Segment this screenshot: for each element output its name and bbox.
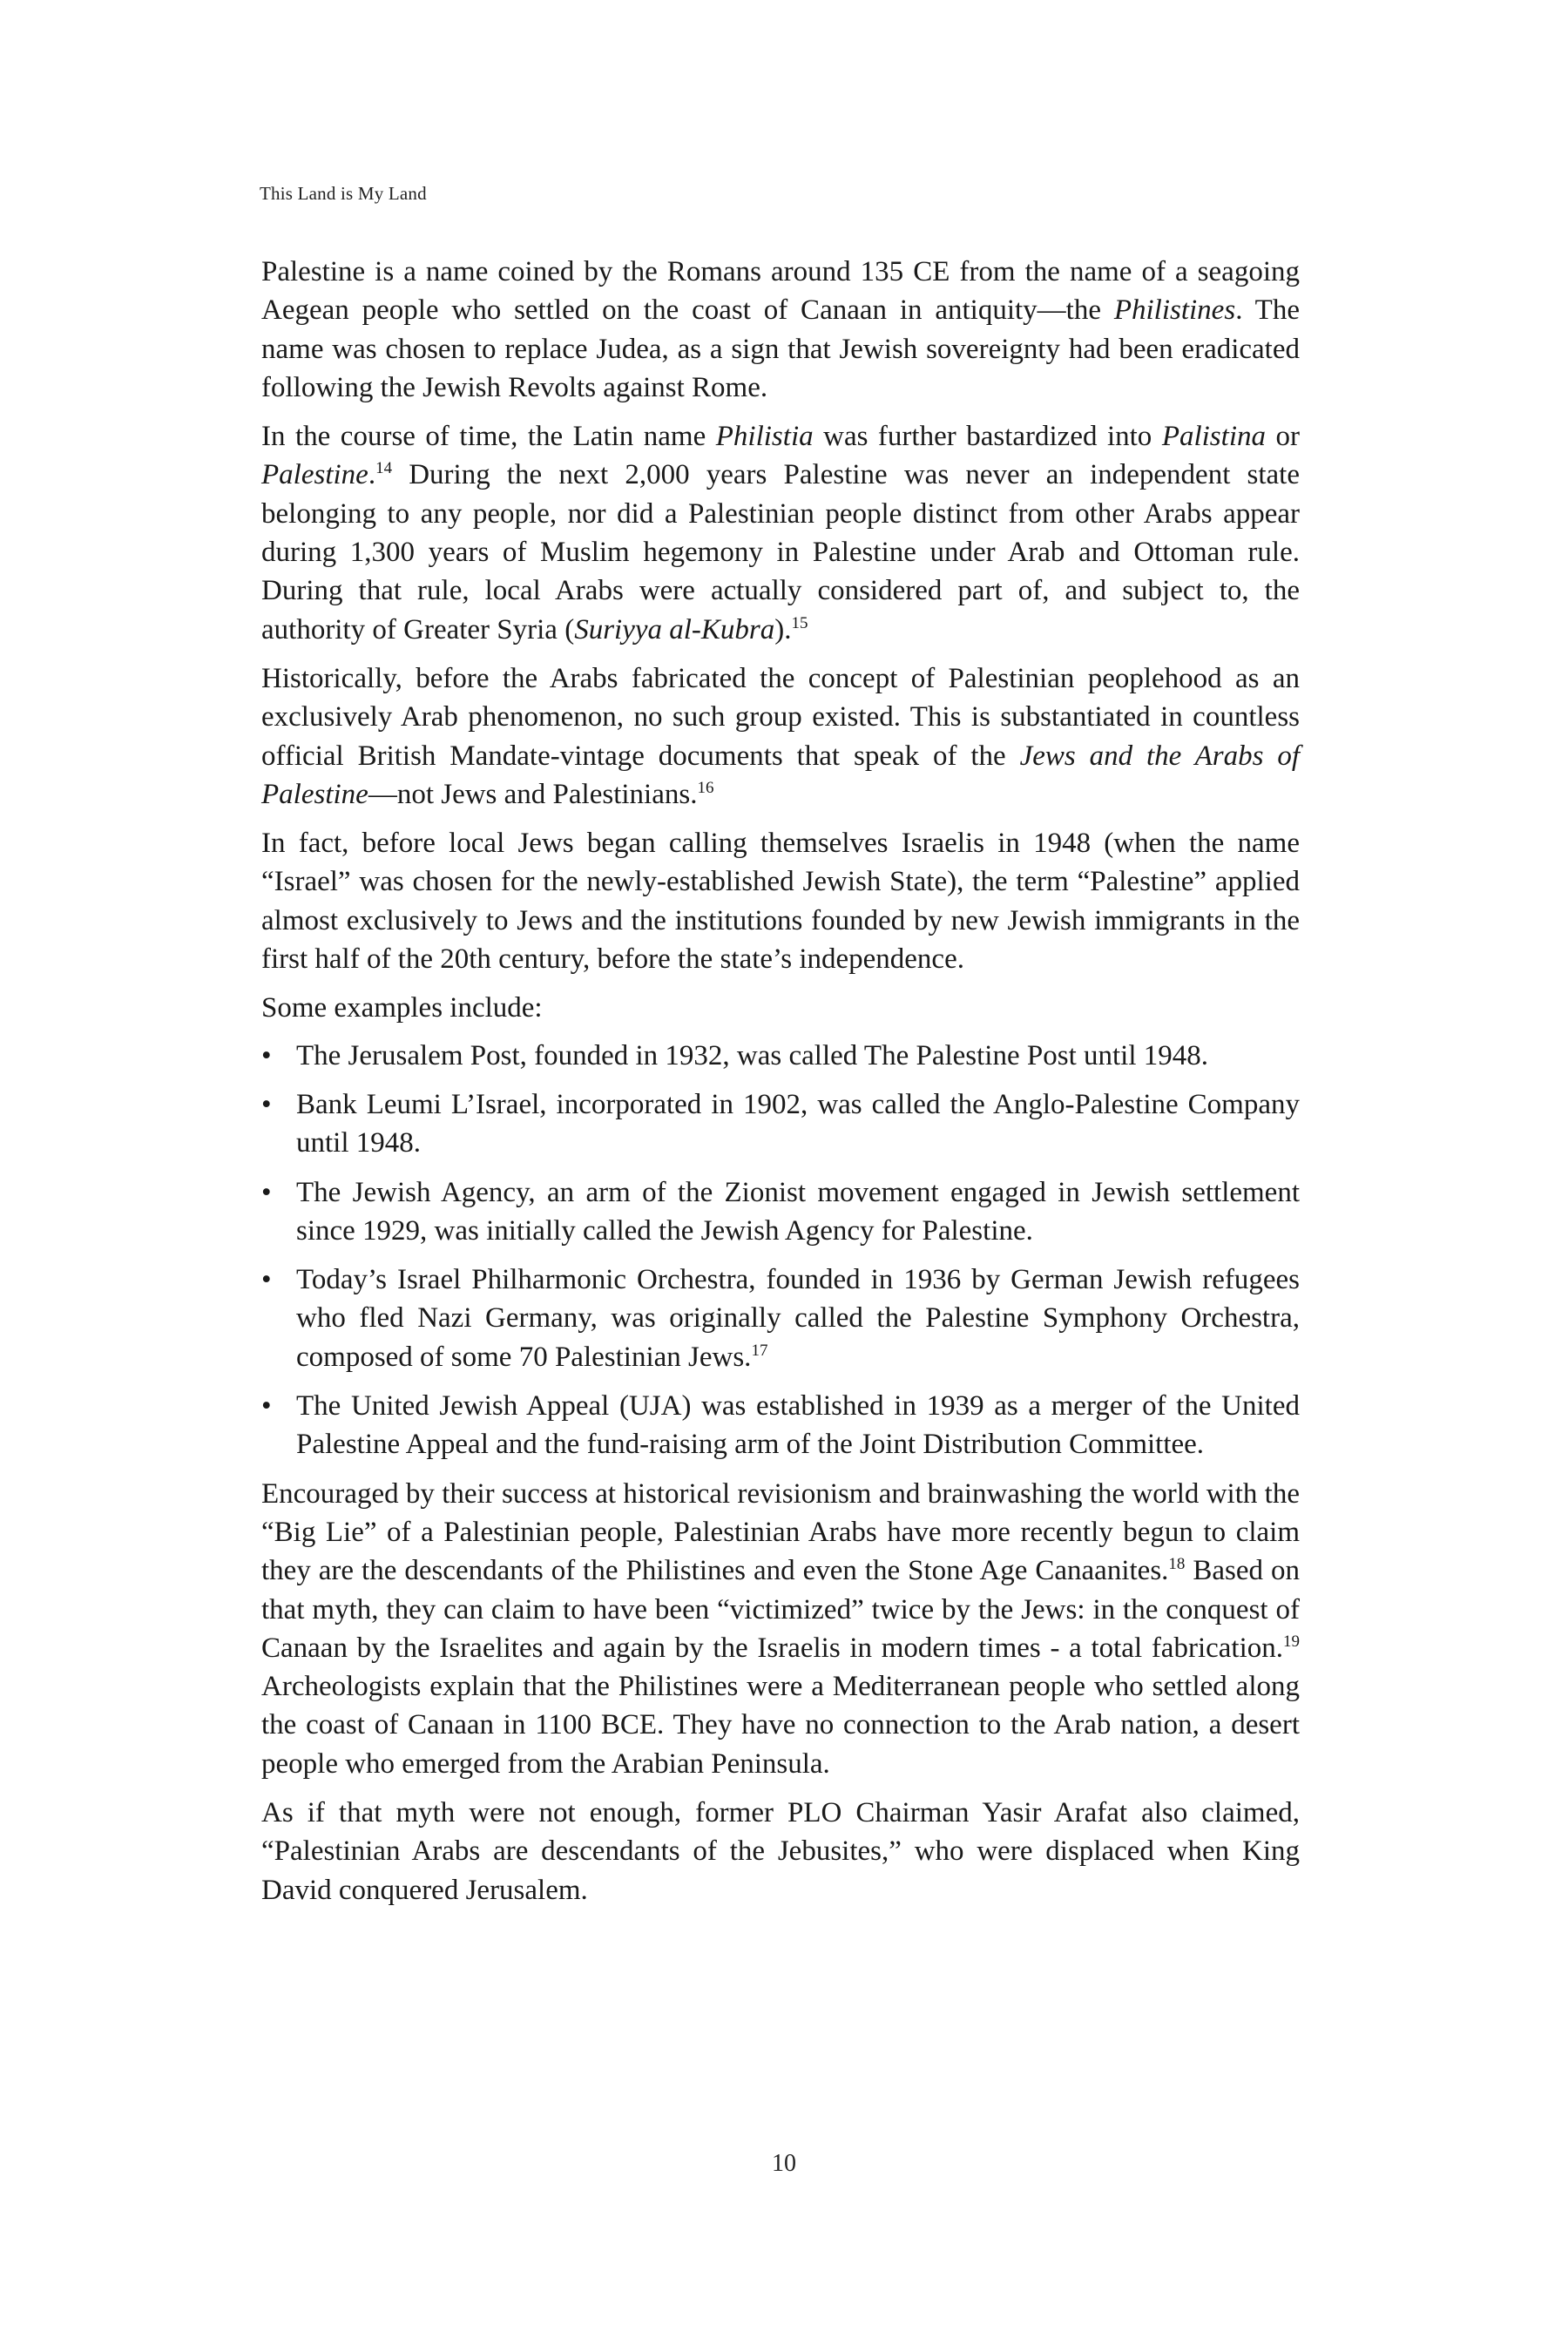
running-head: This Land is My Land — [260, 183, 427, 204]
text-run: Encouraged by their success at historical revisionism and brainwashing the world with the “Big Lie” of a Palestinian people, Palestinian Arabs have more recently begun to claim they are the descendants of the Philistines and even the Stone Age Canaanites. — [261, 1477, 1300, 1587]
text-run: In the course of time, the Latin name — [261, 421, 716, 453]
text-run: or — [1266, 421, 1300, 453]
list-item — [261, 1173, 1300, 1251]
italic-term: Palistina — [1161, 421, 1266, 453]
footnote-marker: 15 — [791, 613, 808, 632]
list-item-text: Today’s Israel Philharmonic Orchestra, founded in 1936 by German Jewish refugees who fled Nazi Germany, was originally called the Palestine Symphony Orchestra, composed of some 70 Palestinian Jews. — [296, 1264, 1300, 1373]
paragraph-3 — [261, 659, 1300, 814]
paragraph-7: As if that myth were not enough, former PLO Chairman Yasir Arafat also claimed, “Palestinian Arabs are descendants of the Jebusites,” who were displaced when King David conquered Jerusalem. — [261, 1796, 1300, 1906]
paragraph-2 — [261, 417, 1300, 649]
list-item-text: The Jewish Agency, an arm of the Zionist movement engaged in Jewish settlement since 1929, was initially called the Jewish Agency for Palestine. — [296, 1176, 1300, 1247]
list-item-text: Bank Leumi L’Israel, incorporated in 1902, was called the Anglo-Palestine Company until 1948. — [296, 1088, 1300, 1159]
bullet-icon: • — [261, 1176, 272, 1208]
list-intro: Some examples include: — [261, 992, 543, 1024]
text-run: Historically, before the Arabs fabricated the concept of Palestinian peoplehood as an exclusively Arab phenomenon, no such group existed. This is substantiated in countless official British Mandate-vintage documents that speak of the — [261, 662, 1300, 772]
page-number: 10 — [772, 2150, 796, 2177]
footnote-marker: 17 — [751, 1341, 768, 1360]
paragraph-1 — [261, 253, 1300, 407]
footnote-marker: 18 — [1168, 1555, 1186, 1574]
italic-term: Philistines — [1113, 294, 1236, 327]
list-item — [261, 1037, 1300, 1075]
examples-list — [261, 1037, 1300, 1464]
text-run: During the next 2,000 years Palestine was never an independent state belonging to any people, nor did a Palestinian people distinct from other Arabs appear during 1,300 years of Muslim hegemony in Palestine under Arab and Ottoman rule. During that rule, local Arabs were actually considered part of, and subject to, the authority of Greater Syria ( — [261, 459, 1300, 645]
text-run: Based on that myth, they can claim to have been “victimized” twice by the Jews: in the conquest of Canaan by the Israelites and again by the Israelis in modern times - a total fabrication. — [261, 1555, 1301, 1664]
paragraph-6 — [261, 1475, 1300, 1783]
text-run: was further bastardized into — [813, 421, 1162, 453]
footnote-marker: 19 — [1283, 1632, 1300, 1651]
list-item — [261, 1085, 1300, 1163]
text-run: ). — [774, 613, 792, 645]
text-run: Archeologists explain that the Philistines were a Mediterranean people who settled along the coast of Canaan in 1100 BCE. They have no connection to the Arab nation, a desert people who emerged from the Arabian Peninsula. — [261, 1671, 1300, 1780]
footnote-marker: 16 — [697, 778, 714, 797]
list-item-text: The United Jewish Appeal (UJA) was established in 1939 as a merger of the United Palestine Appeal and the fund-raising arm of the Joint Distribution Committee. — [296, 1390, 1300, 1461]
bullet-icon: • — [261, 1264, 272, 1296]
body-text — [261, 253, 1300, 1920]
paragraph-4: In fact, before local Jews began calling themselves Israelis in 1948 (when the name “Israel” was chosen for the newly-established Jewish State), the term “Palestine” applied almost exclusively to Jews and the institutions founded by new Jewish immigrants in the first half of the 20th century, before the state’s independence. — [261, 828, 1300, 976]
list-item-text: The Jerusalem Post, founded in 1932, was called The Palestine Post until 1948. — [296, 1039, 1208, 1071]
italic-term: Jews and the Arabs of Palestine — [261, 740, 1300, 810]
italic-term: Suriyya al-Kubra — [574, 613, 775, 645]
bullet-icon: • — [261, 1390, 272, 1423]
italic-term: Palestine — [261, 459, 368, 491]
list-item — [261, 1260, 1300, 1376]
footnote-marker: 14 — [375, 459, 393, 478]
bullet-icon: • — [261, 1088, 272, 1120]
text-run: —not Jews and Palestinians. — [368, 778, 698, 810]
text-run: Palestine is a name coined by the Romans around 135 CE from the name of a seagoing Aegean people who settled on the coast of Canaan in antiquity—the — [261, 256, 1300, 327]
italic-term: Philistia — [715, 421, 814, 453]
text-run: . The name was chosen to replace Judea, as a sign that Jewish sovereignty had been eradicated following the Jewish Revolts against Rome. — [261, 294, 1300, 403]
text-run: . — [368, 459, 376, 491]
list-item — [261, 1387, 1300, 1464]
bullet-icon: • — [261, 1039, 272, 1071]
